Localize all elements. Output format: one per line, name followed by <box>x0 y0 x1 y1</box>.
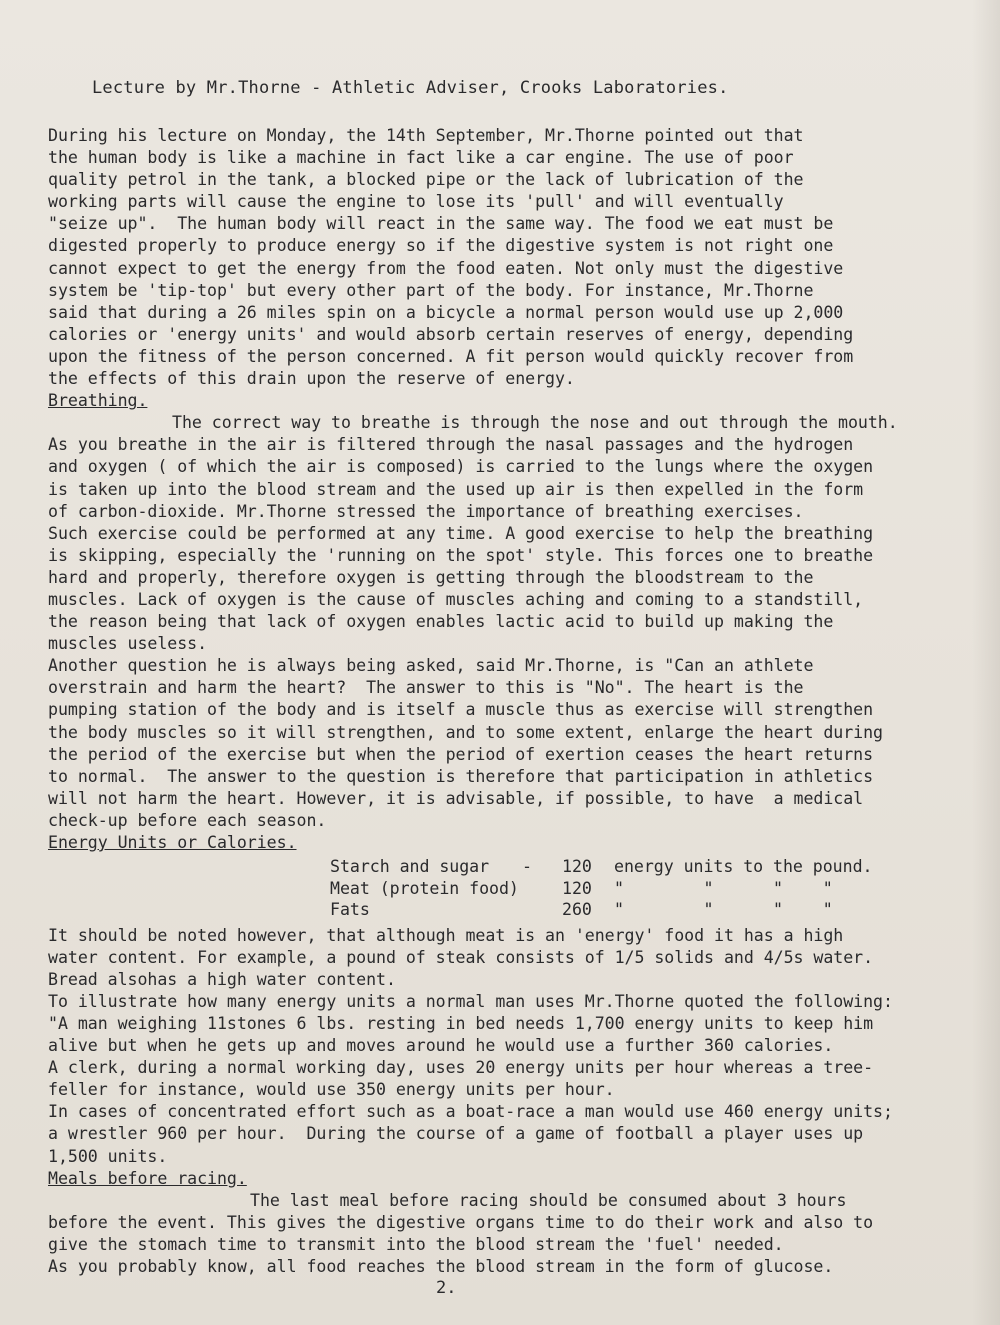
food-cell: Starch and sugar <box>330 857 490 877</box>
unit-cell: energy units to the pound. <box>614 857 873 877</box>
text-line: The last meal before racing should be consumed about 3 hours <box>250 1190 847 1210</box>
lecture-heading: Lecture by Mr.Thorne - Athletic Adviser, Crooks Laboratories. <box>92 78 729 98</box>
text-line: cannot expect to get the energy from the food eaten. Not only must the digestive <box>48 258 844 278</box>
table-row <box>330 878 978 900</box>
text-line: is skipping, especially the 'running on the spot' style. This forces one to breathe <box>48 545 874 565</box>
text-line: Another question he is always being asked, said Mr.Thorne, is "Can an athlete <box>48 656 814 676</box>
text-line: will not harm the heart. However, it is advisable, if possible, to have a medical <box>48 788 864 808</box>
text-line: feller for instance, would use 350 energy units per hour. <box>48 1080 615 1100</box>
text-line: the body muscles so it will strengthen, and to some extent, enlarge the heart during <box>48 722 883 742</box>
dash-cell <box>522 899 562 921</box>
text-line: To illustrate how many energy units a normal man uses Mr.Thorne quoted the following: <box>48 991 893 1011</box>
text-line: to normal. The answer to the question is therefore that participation in athletics <box>48 766 874 786</box>
text-line: 1,500 units. <box>48 1146 168 1166</box>
text-line: quality petrol in the tank, a blocked pipe or the lack of lubrication of the <box>48 170 804 190</box>
breathing-heading: Breathing. <box>48 391 148 411</box>
text-line: working parts will cause the engine to lose its 'pull' and will eventually <box>48 192 784 212</box>
food-cell: Fats <box>330 900 370 920</box>
text-line: Such exercise could be performed at any time. A good exercise to help the breathing <box>48 523 874 543</box>
energy-table <box>330 856 978 921</box>
text-line: overstrain and harm the heart? The answer to this is "No". The heart is the <box>48 678 804 698</box>
text-line: "A man weighing 11stones 6 lbs. resting in bed needs 1,700 energy units to keep him <box>48 1013 874 1033</box>
text-line: During his lecture on Monday, the 14th September, Mr.Thorne pointed out that <box>48 126 804 145</box>
text-line: water content. For example, a pound of steak consists of 1/5 solids and 4/5s water. <box>48 947 874 967</box>
food-cell: Meat (protein food) <box>330 878 519 898</box>
breathing-section <box>48 390 978 832</box>
text-line: Bread alsohas a high water content. <box>48 969 396 989</box>
energy-heading: Energy Units or Calories. <box>48 833 297 852</box>
text-line: calories or 'energy units' and would absorb certain reserves of energy, depending <box>48 324 854 344</box>
text-line: digested properly to produce energy so if the digestive system is not right one <box>48 236 834 256</box>
value-cell: 120 <box>562 857 592 877</box>
text-line: As you probably know, all food reaches the blood stream in the form of glucose. <box>48 1257 834 1276</box>
text-line: pumping station of the body and is itself a muscle thus as exercise will strengthen <box>48 700 874 720</box>
unit-cell: " " " " <box>614 878 833 898</box>
meals-heading: Meals before racing. <box>48 1168 247 1188</box>
text-line: A clerk, during a normal working day, uses 20 energy units per hour whereas a tree- <box>48 1058 874 1078</box>
intro-paragraph <box>48 125 978 390</box>
text-line: In cases of concentrated effort such as a boat-race a man would use 460 energy units; <box>48 1102 893 1122</box>
text-line: muscles useless. <box>48 634 208 654</box>
text-line: As you breathe in the air is filtered through the nasal passages and the hydrogen <box>48 435 854 455</box>
text-line: of carbon-dioxide. Mr.Thorne stressed the importance of breathing exercises. <box>48 501 804 521</box>
text-line: hard and properly, therefore oxygen is getting through the bloodstream to the <box>48 567 814 587</box>
text-line: and oxygen ( of which the air is composed) is carried to the lungs where the oxygen <box>48 457 874 477</box>
text-line: system be 'tip-top' but every other part of the body. For instance, Mr.Thorne <box>48 280 814 300</box>
page-number: 2. <box>436 1278 457 1298</box>
text-line: give the stomach time to transmit into the blood stream the 'fuel' needed. <box>48 1234 784 1254</box>
text-line: the effects of this drain upon the reserve of energy. <box>48 369 575 389</box>
text-line: a wrestler 960 per hour. During the course of a game of football a player uses up <box>48 1124 864 1144</box>
value-cell: 120 <box>562 878 592 898</box>
text-line: muscles. Lack of oxygen is the cause of muscles aching and coming to a standstill, <box>48 589 864 609</box>
table-row <box>330 856 978 878</box>
dash-cell <box>522 878 562 900</box>
text-line: the period of the exercise but when the period of exertion ceases the heart returns <box>48 744 874 764</box>
energy-section <box>48 832 978 1168</box>
text-line: check-up before each season. <box>48 810 327 830</box>
dash-cell: - <box>522 857 532 877</box>
text-line: the human body is like a machine in fact like a car engine. The use of poor <box>48 148 794 168</box>
text-line: It should be noted however, that although meat is an 'energy' food it has a high <box>48 925 844 945</box>
text-line: "seize up". The human body will react in the same way. The food we eat must be <box>48 214 834 234</box>
text-line: the reason being that lack of oxygen enables lactic acid to build up making the <box>48 612 834 632</box>
text-line: said that during a 26 miles spin on a bicycle a normal person would use up 2,000 <box>48 302 844 322</box>
unit-cell: " " " " <box>614 900 833 920</box>
text-line: alive but when he gets up and moves around he would use a further 360 calories. <box>48 1036 834 1056</box>
text-line: The correct way to breathe is through the nose and out through the mouth. <box>172 413 898 433</box>
text-line: before the event. This gives the digestive organs time to do their work and also to <box>48 1212 874 1232</box>
lecture-body <box>48 125 978 1278</box>
text-line: upon the fitness of the person concerned. A fit person would quickly recover from <box>48 346 854 366</box>
value-cell: 260 <box>562 900 592 920</box>
text-line: is taken up into the blood stream and the used up air is then expelled in the form <box>48 479 864 499</box>
table-row <box>330 899 978 921</box>
meals-section <box>48 1168 978 1278</box>
